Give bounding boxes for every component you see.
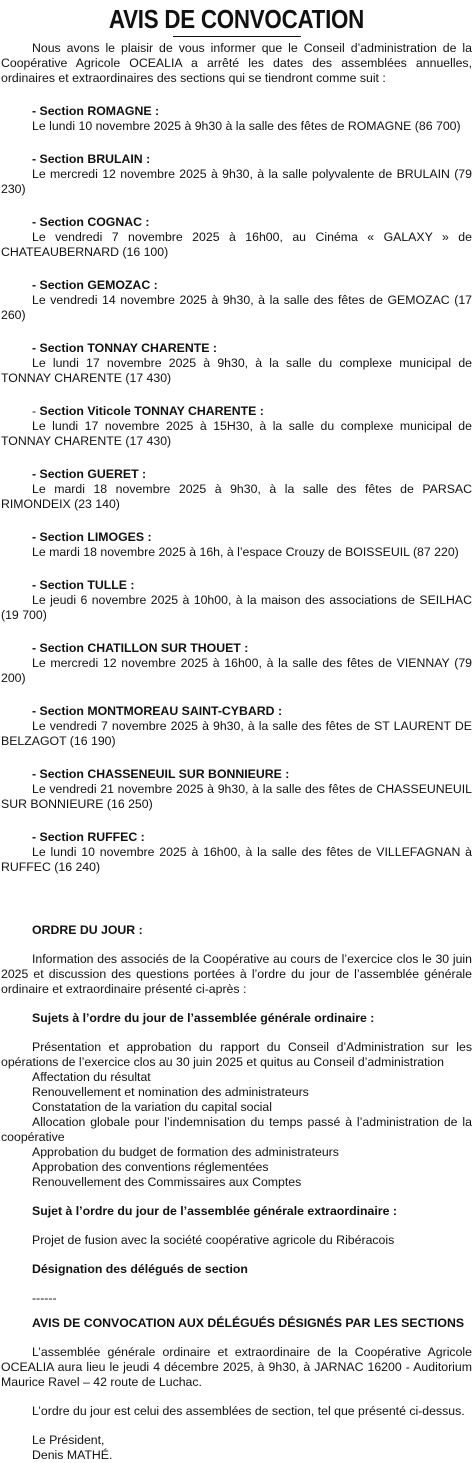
section-details: Le vendredi 7 novembre 2025 à 16h00, au Cinéma « GALAXY » de CHATEAUBERNARD (16 100)	[1, 230, 472, 259]
section-details: Le mardi 18 novembre 2025 à 16h, à l’espace Crouzy de BOISSEUIL (87 220)	[32, 545, 459, 559]
separator-dashes: ------	[32, 1291, 57, 1305]
notice-title: AVIS DE CONVOCATION	[108, 4, 365, 34]
delegates-notice-heading: AVIS DE CONVOCATION AUX DÉLÉGUÉS DÉSIGNÉS PAR LES SECTIONS	[32, 1316, 465, 1330]
section-name: - Section CHATILLON SUR THOUET :	[32, 641, 249, 655]
section-details: Le mercredi 12 novembre 2025 à 16h00, à la salle des fêtes de VIENNAY (79 200)	[1, 656, 472, 685]
section-entry	[1, 704, 472, 749]
section-name: - Section COGNAC :	[32, 215, 150, 229]
section-details: Le mercredi 12 novembre 2025 à 9h30, à la salle polyvalente de BRULAIN (79 230)	[1, 167, 472, 196]
section-entry	[1, 530, 472, 560]
section-name: - Section CHASSENEUIL SUR BONNIEURE :	[32, 767, 290, 781]
section-name: - Section TULLE :	[32, 578, 135, 592]
delegates-notice-text: L’assemblée générale ordinaire et extraordinaire de la Coopérative Agricole OCEALIA aura lieu le jeudi 4 décembre 2025, à 9h30, à JARNAC 16200 - Auditorium Maurice Ravel – 42 route de Luchac.	[1, 1345, 472, 1389]
section-entry	[1, 104, 472, 134]
section-name: - Section GEMOZAC :	[32, 278, 158, 292]
signature-name: Denis MATHÉ.	[32, 1448, 113, 1462]
section-name: - Section Viticole TONNAY CHARENTE :	[32, 404, 264, 418]
section-details: Le lundi 10 novembre 2025 à 16h00, à la salle des fêtes de VILLEFAGNAN à RUFFEC (16 240)	[1, 845, 472, 874]
agenda-item: Renouvellement des Commissaires aux Comptes	[32, 1175, 302, 1189]
section-entry	[1, 404, 472, 449]
section-entry	[1, 767, 472, 812]
agenda-reference-note: L’ordre du jour est celui des assemblées de section, tel que présenté ci-dessus.	[32, 1404, 465, 1418]
section-details: Le mardi 18 novembre 2025 à 9h30, à la salle des fêtes de PARSAC RIMONDEIX (23 140)	[1, 482, 472, 511]
sections-list	[1, 104, 472, 875]
agenda-heading: ORDRE DU JOUR :	[32, 923, 143, 937]
section-name: - Section MONTMOREAU SAINT-CYBARD :	[32, 704, 283, 718]
agenda-item: Allocation globale pour l’indemnisation du temps passé à l’administration de la coopérative	[1, 1115, 472, 1144]
section-entry	[1, 641, 472, 686]
agenda-item: Constatation de la variation du capital social	[32, 1100, 272, 1114]
extraordinary-agenda-heading: Sujet à l’ordre du jour de l’assemblée générale extraordinaire :	[32, 1204, 397, 1218]
section-details: Le lundi 17 novembre 2025 à 15H30, à la salle du complexe municipal de TONNAY CHARENTE (17 430)	[1, 419, 472, 448]
agenda-item: Présentation et approbation du rapport du Conseil d’Administration sur les opérations de l’exercice clos au 30 juin 2025 et quitus au Conseil d’administration	[1, 1040, 472, 1069]
signature-role: Le Président,	[32, 1433, 105, 1447]
agenda-item: Affectation du résultat	[32, 1070, 151, 1084]
section-name: - Section BRULAIN :	[32, 152, 151, 166]
intro-paragraph: Nous avons le plaisir de vous informer que le Conseil d’administration de la Coopérative Agricole OCEALIA a arrêté les dates des assemblées annuelles, ordinaires et extraordinaires des sections qui se tiendront comme suit :	[1, 41, 472, 85]
ordinary-agenda-list	[1, 1040, 472, 1190]
delegates-designation-heading: Désignation des délégués de section	[32, 1262, 248, 1276]
section-entry	[1, 578, 472, 623]
section-details: Le vendredi 21 novembre 2025 à 9h30, à la salle des fêtes de CHASSEUNEUIL SUR BONNIEURE (16 250)	[1, 782, 472, 811]
agenda-item: Renouvellement et nomination des administrateurs	[32, 1085, 309, 1099]
section-name: - Section GUERET :	[32, 467, 147, 481]
section-details: Le jeudi 6 novembre 2025 à 10h00, à la maison des associations de SEILHAC (19 700)	[1, 593, 472, 622]
section-name: - Section ROMAGNE :	[32, 104, 160, 118]
section-entry	[1, 215, 472, 260]
section-name: - Section RUFFEC :	[32, 830, 145, 844]
title-underline	[173, 36, 301, 37]
section-entry	[1, 341, 472, 386]
section-name: - Section LIMOGES :	[32, 530, 152, 544]
agenda-item: Approbation des conventions réglementées	[32, 1160, 269, 1174]
section-entry	[1, 467, 472, 512]
section-details: Le lundi 10 novembre 2025 à 9h30 à la salle des fêtes de ROMAGNE (86 700)	[32, 119, 461, 133]
ordinary-agenda-heading: Sujets à l’ordre du jour de l’assemblée générale ordinaire :	[32, 1011, 375, 1025]
section-name: - Section TONNAY CHARENTE :	[32, 341, 217, 355]
section-details: Le vendredi 7 novembre 2025 à 9h30, à la salle des fêtes de ST LAURENT DE BELZAGOT (16 190)	[1, 719, 472, 748]
extraordinary-agenda-item: Projet de fusion avec la société coopérative agricole du Ribéracois	[32, 1233, 395, 1247]
section-entry	[1, 830, 472, 875]
section-details: Le vendredi 14 novembre 2025 à 9h30, à la salle des fêtes de GEMOZAC (17 260)	[1, 293, 472, 322]
section-entry	[1, 278, 472, 323]
agenda-intro: Information des associés de la Coopérative au cours de l’exercice clos le 30 juin 2025 et discussion des questions portées à l’ordre du jour de l’assemblée générale ordinaire et extraordinaire présenté ci-après :	[1, 952, 472, 996]
section-entry	[1, 152, 472, 197]
agenda-item: Approbation du budget de formation des administrateurs	[32, 1145, 339, 1159]
section-details: Le lundi 17 novembre 2025 à 9h30, à la salle du complexe municipal de TONNAY CHARENTE (17 430)	[1, 356, 472, 385]
